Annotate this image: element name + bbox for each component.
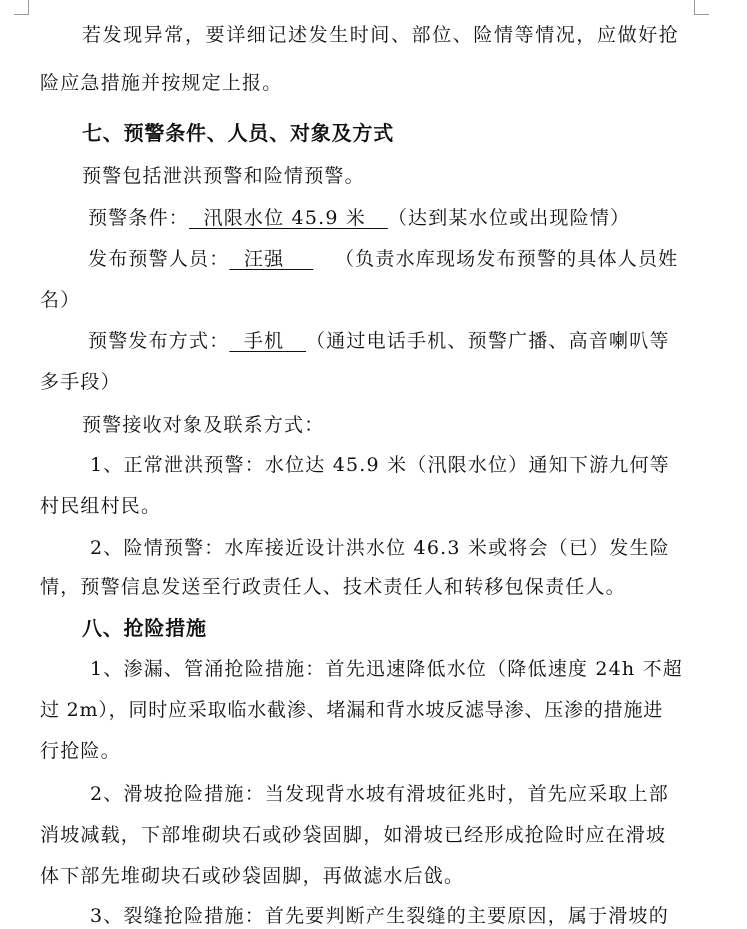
field-label: 预警条件： — [88, 207, 190, 229]
paragraph-line: 名） — [40, 289, 81, 311]
paragraph-line — [88, 328, 747, 354]
paragraph-line: 行抢险。 — [40, 740, 121, 762]
paragraph-line: 险应急措施并按规定上报。 — [40, 72, 283, 94]
field-value — [229, 248, 313, 270]
paragraph-line — [88, 205, 747, 231]
paragraph-line: 1、渗漏、管涌抢险措施：首先迅速降低水位（降低速度 24h 不超 — [90, 658, 683, 680]
field-note: （负责水库现场发布预警的具体人员姓 — [334, 248, 679, 270]
paragraph-line: 3、裂缝抢险措施：首先要判断产生裂缝的主要原因，属于滑坡的 — [90, 905, 669, 927]
field-label: 发布预警人员： — [88, 248, 230, 270]
paragraph-line: 情，预警信息发送至行政责任人、技术责任人和转移包保责任人。 — [40, 576, 626, 598]
paragraph-line: 体下部先堆砌块石或砂袋固脚，再做滤水后戗。 — [40, 865, 465, 887]
paragraph-line: 1、正常泄洪预警：水位达 45.9 米（汛限水位）通知下游九何等 — [90, 454, 670, 476]
field-value-text: 手机 — [243, 330, 285, 352]
field-label: 预警发布方式： — [88, 330, 230, 352]
paragraph-line: 过 2m），同时应采取临水截渗、堵漏和背水坡反滤导渗、压渗的措施进 — [40, 699, 664, 721]
paragraph-line: 预警接收对象及联系方式： — [82, 414, 325, 436]
paragraph-line: 若发现异常，要详细记述发生时间、部位、险情等情况，应做好抢 — [82, 24, 680, 46]
paragraph-line: 村民组村民。 — [40, 495, 162, 517]
paragraph-line — [88, 246, 747, 272]
field-note: （通过电话手机、预警广播、高音喇叭等 — [306, 330, 670, 352]
paragraph-line: 消坡减载，下部堆砌块石或砂袋固脚，如滑坡已经形成抢险时应在滑坡 — [40, 824, 667, 846]
field-note: （达到某水位或出现险情） — [387, 207, 631, 229]
section-heading: 七、预警条件、人员、对象及方式 — [82, 121, 394, 145]
section-heading: 八、抢险措施 — [82, 616, 207, 640]
field-value-text: 汛限水位 45.9 米 — [203, 207, 367, 229]
corner-mark — [694, 0, 709, 15]
field-value — [189, 207, 388, 229]
corner-mark — [14, 0, 29, 15]
paragraph-line: 2、滑坡抢险措施：当发现背水坡有滑坡征兆时，首先应采取上部 — [90, 783, 669, 805]
field-value — [229, 330, 306, 352]
paragraph-line: 多手段） — [40, 371, 121, 393]
field-value-text: 汪强 — [243, 248, 285, 270]
paragraph-line: 预警包括泄洪预警和险情预警。 — [82, 165, 365, 187]
paragraph-line: 2、险情预警：水库接近设计洪水位 46.3 米或将会（已）发生险 — [90, 537, 670, 559]
